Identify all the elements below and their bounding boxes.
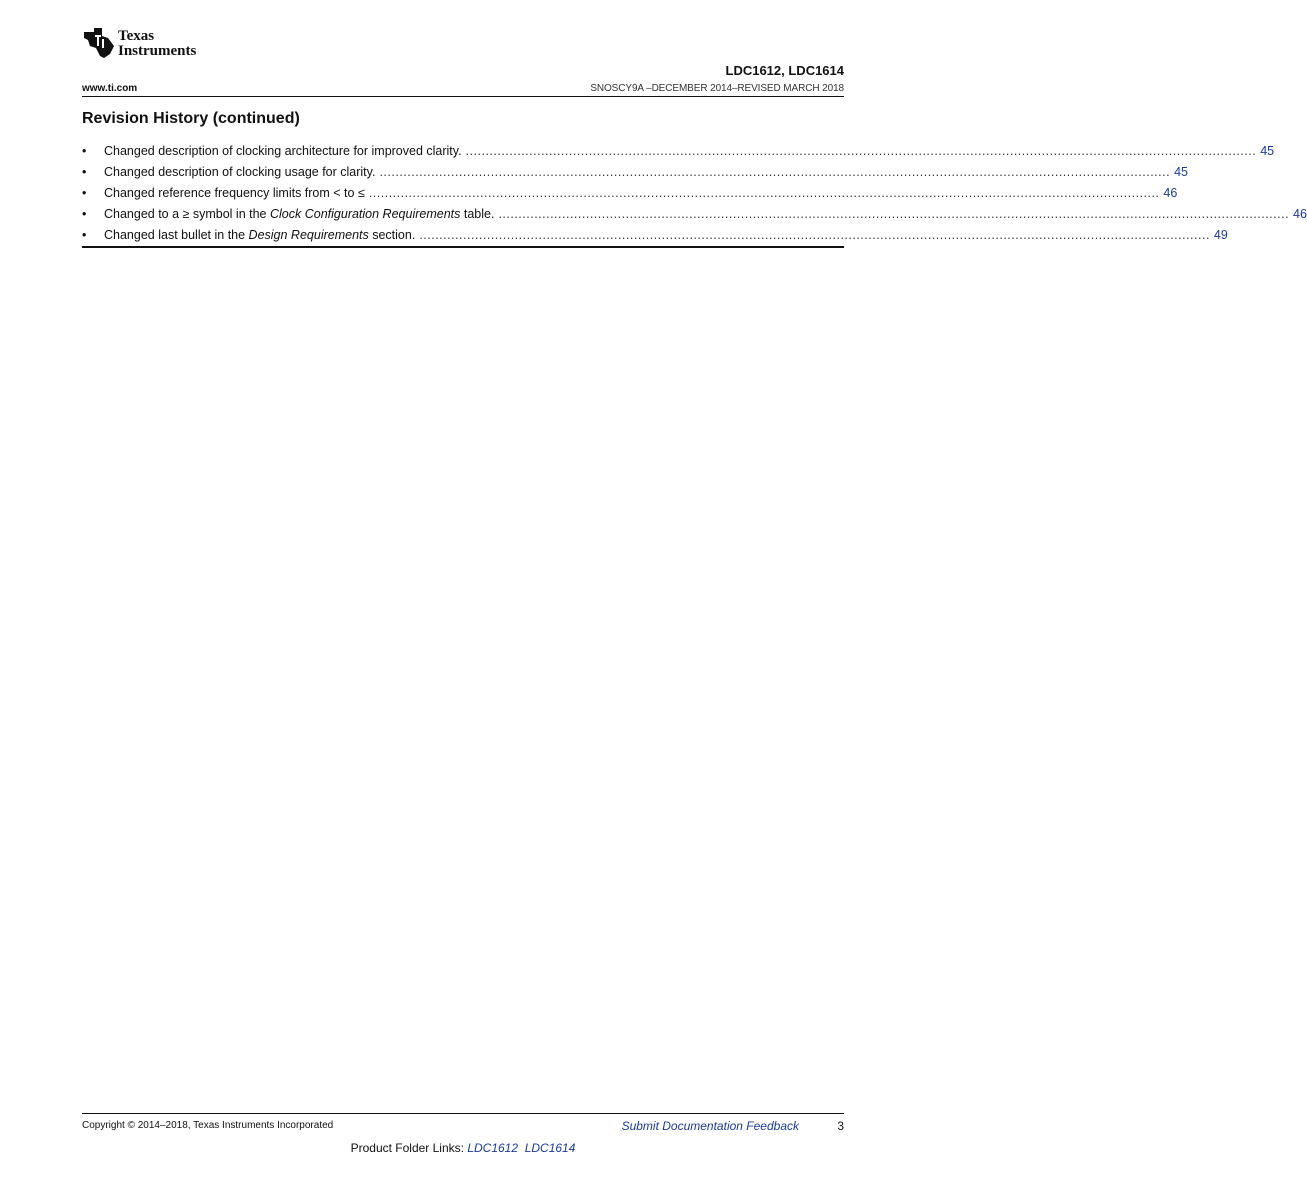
- revision-text: Changed last bullet in the Design Requirements section.: [104, 228, 416, 242]
- folder-link-ldc1612[interactable]: LDC1612: [467, 1141, 519, 1155]
- page-number: 3: [837, 1119, 844, 1133]
- ti-logo: [82, 26, 227, 62]
- page-link[interactable]: 45: [1174, 165, 1188, 179]
- page-link[interactable]: 46: [1293, 207, 1307, 221]
- ti-state-icon: [82, 26, 116, 60]
- feedback-link[interactable]: Submit Documentation Feedback: [621, 1119, 799, 1133]
- revision-text: Changed reference frequency limits from < to ≤: [104, 186, 365, 200]
- revision-item: [82, 204, 1307, 225]
- revision-list: [82, 141, 1307, 246]
- folder-link-ldc1614[interactable]: LDC1614: [524, 1141, 576, 1155]
- revision-text: Changed description of clocking architecture for improved clarity.: [104, 144, 462, 158]
- bullet-icon: •: [82, 207, 87, 221]
- revision-item: [82, 183, 1178, 204]
- header-divider: [82, 96, 844, 97]
- page-link[interactable]: 45: [1260, 144, 1275, 158]
- document-id: SNOSCY9A –DECEMBER 2014–REVISED MARCH 2018: [590, 83, 844, 94]
- bullet-icon: •: [82, 228, 87, 242]
- page-link[interactable]: 49: [1213, 228, 1228, 242]
- revision-item: [82, 162, 1188, 183]
- leader-dots: .......................................................................................................................................................................................................: [379, 165, 1171, 179]
- revision-divider: [82, 246, 844, 248]
- ti-wordmark: [118, 29, 196, 59]
- section-title: Revision History (continued): [82, 110, 300, 127]
- bullet-icon: •: [82, 144, 87, 158]
- document-title: LDC1612, LDC1614: [725, 63, 844, 78]
- page-link[interactable]: 46: [1163, 186, 1178, 200]
- folder-links-label: Product Folder Links:: [350, 1141, 468, 1155]
- logo-line-1: Texas: [118, 28, 155, 44]
- leader-dots: .......................................................................................................................................................................................................: [419, 228, 1210, 242]
- copyright-notice: Copyright © 2014–2018, Texas Instruments Incorporated: [82, 1120, 334, 1131]
- bullet-icon: •: [82, 165, 87, 179]
- revision-item: [82, 225, 1228, 246]
- leader-dots: .......................................................................................................................................................................................................: [498, 207, 1290, 221]
- leader-dots: .......................................................................................................................................................................................................: [465, 144, 1257, 158]
- bullet-icon: •: [82, 186, 87, 200]
- revision-text: Changed to a ≥ symbol in the Clock Configuration Requirements table.: [104, 207, 495, 221]
- logo-line-2: Instruments: [118, 43, 197, 59]
- revision-item: [82, 141, 1275, 162]
- revision-text: Changed description of clocking usage for clarity.: [104, 165, 376, 179]
- footer-divider: [82, 1113, 844, 1114]
- website-link[interactable]: www.ti.com: [82, 83, 138, 94]
- leader-dots: .......................................................................................................................................................................................................: [368, 186, 1160, 200]
- product-folder-links: [0, 1141, 926, 1155]
